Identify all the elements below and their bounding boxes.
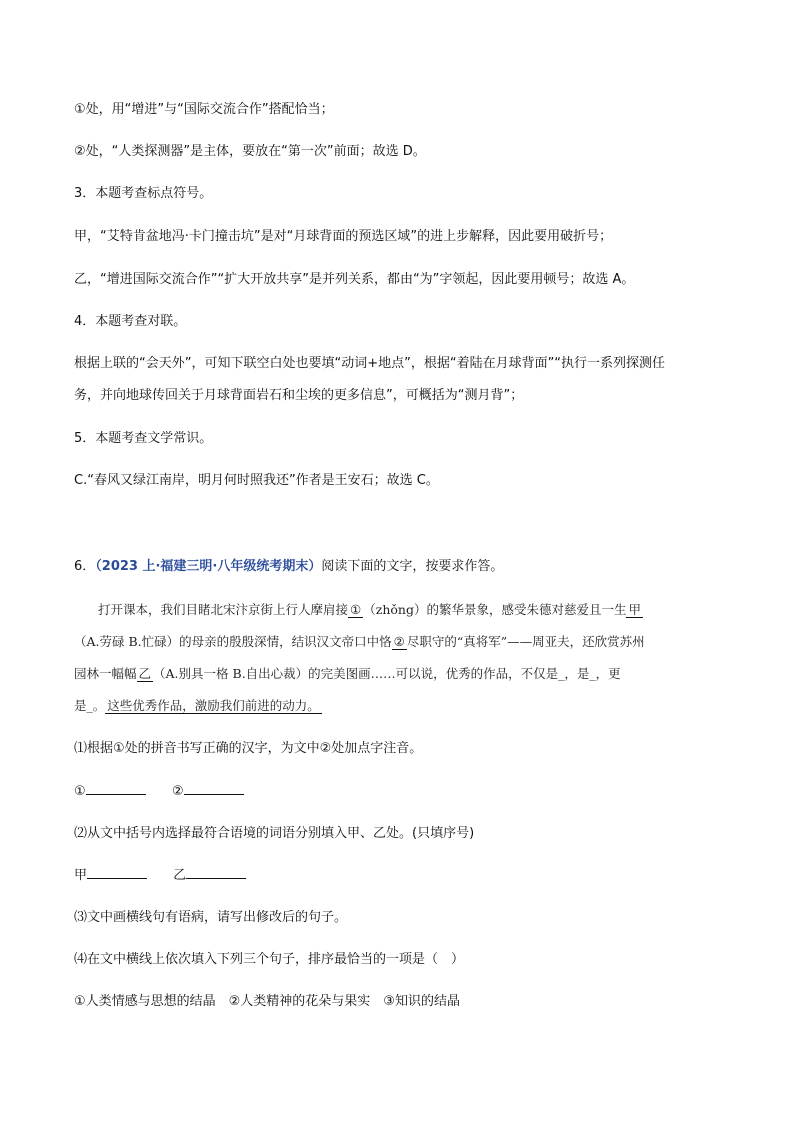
blank-label: ① bbox=[74, 784, 86, 799]
passage-line bbox=[74, 600, 720, 620]
blank-1: ① bbox=[350, 602, 362, 617]
blank-label: ② bbox=[171, 784, 184, 799]
answer-line: 5．本题考查文学常识。 bbox=[74, 431, 213, 446]
question-source: （2023 上·福建三明·八年级统考期末） bbox=[95, 559, 322, 574]
answer-blank[interactable] bbox=[86, 794, 146, 795]
passage-line bbox=[74, 632, 720, 652]
answer-line: 务，并向地球传回关于月球背面岩石和尘埃的更多信息”，可概括为“测月背”； bbox=[74, 388, 524, 403]
answer-blanks-1 bbox=[74, 782, 720, 802]
blank-jia: 甲 bbox=[628, 602, 641, 617]
passage-text: 尽职守的“真将军”——周亚夫，还欣赏苏州 bbox=[406, 634, 645, 649]
answer-blank[interactable] bbox=[186, 878, 246, 879]
answer-blank[interactable] bbox=[184, 794, 244, 795]
answer-line: ①处，用“增进”与“国际交流合作”搭配恰当； bbox=[74, 102, 334, 117]
answer-blanks-2 bbox=[74, 866, 720, 886]
answer-line: ②处，“人类探测器”是主体，要放在“第一次”前面；故选 D。 bbox=[74, 144, 426, 159]
answer-line: 4．本题考查对联。 bbox=[74, 314, 187, 329]
answer-line: C.“春风又绿江南岸，明月何时照我还”作者是王安石；故选 C。 bbox=[74, 473, 439, 488]
subquestion-3: ⑶文中画横线句有语病，请写出修改后的句子。 bbox=[74, 910, 348, 925]
passage-text: （A.劳碌 B.忙碌）的母亲的殷殷深情，结识汉文帝口中恪 bbox=[74, 634, 392, 649]
passage-text: 是_。 bbox=[74, 698, 106, 713]
question-header bbox=[74, 557, 720, 577]
passage-line bbox=[74, 696, 720, 716]
subquestion-1: ⑴根据①处的拼音书写正确的汉字，为文中②处加点字注音。 bbox=[74, 741, 423, 756]
passage-text: 园林一幅幅 bbox=[74, 666, 137, 681]
answer-blank[interactable] bbox=[87, 878, 147, 879]
answer-line: 甲，“艾特肯盆地冯·卡门撞击坑”是对“月球背面的预选区域”的进上步解释，因此要用破折号； bbox=[74, 229, 613, 244]
options-line: ①人类情感与思想的结晶 ②人类精神的花朵与果实 ③知识的结晶 bbox=[74, 994, 460, 1009]
underlined-sentence: 这些优秀作品，激励我们前进的动力。 bbox=[107, 698, 320, 713]
subquestion-2: ⑵从文中括号内选择最符合语境的词语分别填入甲、乙处。(只填序号) bbox=[74, 826, 475, 841]
answer-line: 乙，“增进国际交流合作”“扩大开放共享”是并列关系，都由“为”字领起，因此要用顿号；故选 A。 bbox=[74, 272, 635, 287]
blank-2: ② bbox=[393, 634, 405, 649]
answer-line: 根据上联的“会天外”，可知下联空白处也要填“动词+地点”，根据“着陆在月球背面”“执行一系列探测任 bbox=[74, 356, 666, 371]
question-prompt: 阅读下面的文字，按要求作答。 bbox=[321, 559, 504, 574]
subquestion-4: ⑷在文中横线上依次填入下列三个句子，排序最恰当的一项是（ ） bbox=[74, 952, 465, 967]
blank-yi: 乙 bbox=[138, 666, 152, 681]
question-number: 6． bbox=[74, 559, 96, 574]
blank-label: 甲 bbox=[74, 868, 88, 883]
passage-text: 打开课本，我们目睹北宋汴京街上行人摩肩接 bbox=[98, 602, 349, 617]
passage-text: （A.别具一格 B.自出心裁）的完美图画……可以说，优秀的作品，不仅是_，是_，更 bbox=[153, 666, 621, 681]
passage-line bbox=[74, 664, 720, 684]
blank-label: 乙 bbox=[173, 868, 187, 883]
answer-line: 3．本题考查标点符号。 bbox=[74, 186, 213, 201]
passage-text: （zhǒng）的繁华景象，感受朱德对慈爱且一生 bbox=[363, 602, 627, 617]
